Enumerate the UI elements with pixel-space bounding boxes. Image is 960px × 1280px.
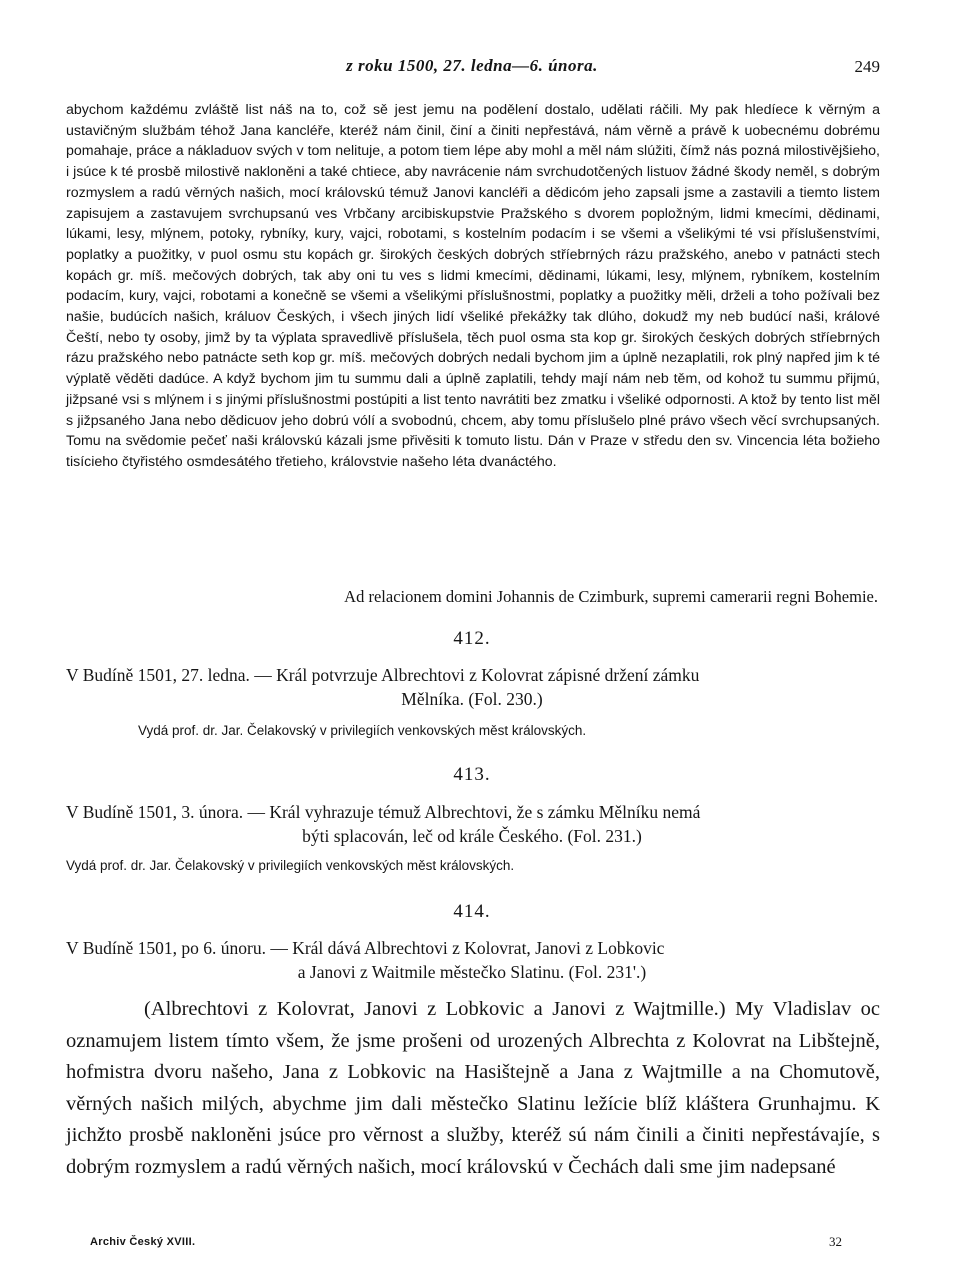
document-number-414: 414. <box>453 901 491 922</box>
footer-sheet-number: 32 <box>829 1234 842 1249</box>
edition-note-412: Vydá prof. dr. Jar. Čelakovský v privilegiích venkovských měst královských. <box>138 723 587 738</box>
regest-414-line2: a Janovi z Waitmile městečko Slatinu. (Fol. 231'.) <box>297 962 647 982</box>
continuation-block <box>66 100 880 473</box>
regest-413 <box>66 800 878 848</box>
page-header <box>66 56 878 82</box>
regest-412 <box>66 663 878 711</box>
regest-413-line2: býti splacován, leč od krále Českého. (Fol. 231.) <box>302 826 642 846</box>
regest-412-line2: Mělníka. (Fol. 230.) <box>401 689 543 709</box>
regest-414-line1: V Budíně 1501, po 6. únoru. — Král dává Albrechtovi z Kolovrat, Janovi z Lobkovic <box>66 938 665 958</box>
regest-412-line1: V Budíně 1501, 27. ledna. — Král potvrzuje Albrechtovi z Kolovrat zápisné držení zámku <box>66 665 700 685</box>
regest-413-line1: V Budíně 1501, 3. února. — Král vyhrazuje témuž Albrechtovi, že s zámku Mělníku nemá <box>66 802 701 822</box>
regest-414 <box>66 936 878 984</box>
document-number-412: 412. <box>453 628 491 649</box>
running-title: z roku 1500, 27. ledna—6. února. <box>346 56 598 75</box>
continuation-paragraph: abychom každému zvláště list náš na to, což sě jest jemu na podělení dostalo, udělati ráčili. My pak hledíece k věrným a ustavičným službám téhož Jana kancléře, kteréž nám činil, činí a činiti nepřestává, nám věrně a právě k uobecnému dobrému pomahaje, práce a nákladuov svých v tom nelituje, a potom tiem lépe aby mohl a měl nám slúžiti, čímž nás pozná milostivějšieho, i jsúce k té prosbě milostivě nakloněni a také chtiece, aby navrácenie nám svrchudotčených listuov žádné škody neměl, s dobrým rozmyslem a radú věrných našich, mocí královskú témuž Janovi kancléři a dědicóm jeho zapsali jsme a zastavili a tiemto listem zapisujem a zastavujem svrchupsanú ves Vrbčany arcibiskupstvie Pražského s dvorem popložným, lidmi kmecími, dědinami, lúkami, lesy, mlýnem, potoky, rybníky, kury, vajci, robotami, s kostelním podacím i se všemi a všelikými té vsi příslušenstvími, poplatky a puožitky, v puol osmu stu kopách gr. širokých českých dobrých stříebrných rázu pražského, anebo v patnácti stech kopách gr. míš. mečových dobrých, tak aby oni tu ves s lidmi kmecími, dědinami, lúkami, lesy, mlýnem, rybníkem, kostelním podacím, kury, vajci, robotami a konečně se všemi a všelikými příslušnostmi, poplatky a puožitky měli, drželi a toho požívali bez našie, budúcích našich, králuov Českých, i všech jiných lidí všeliké překážky tak dlúho, dokudž my neb budúcí naši, králové Čeští, nebo ty osoby, jimž by ta výplata spravedlivě příslušela, těch puol osma sta kop gr. širokých českých dobrých stříebrných rázu pražského nebo patnácte seth kop gr. míš. mečových dobrých nedali bychom jim a úplně nezaplatili, rok plný napřed jim k té výplatě věděti dadúce. A když bychom jim tu summu dali a úplně zaplatili, tehdy mají nám neb těm, od kohož tu summu přijmú, jižpsané vsi s mlýnem i s jinými příslušnostmi postúpiti a list tento navrátiti bez zmatku i všeliké odpornosti. A ktož by tento list měl s jižpsaného Jana nebo dědicuov jeho dobrú vólí a svobodnú, chcem, aby tomu příslušelo plné právo všech věcí svrchupsaných. Tomu na svědomie pečeť naši královskú kázali jsme přivěsiti k tomuto listu. Dán v Praze v středu den sv. Vincencia léta božieho tisícieho čtyřistého osmdesátého třetieho, královstvie našeho léta dvanáctého. <box>66 102 880 470</box>
attribution-line: Ad relacionem domini Johannis de Czimburk, supremi camerarii regni Bohemie. <box>344 587 878 606</box>
charter-text-414: (Albrechtovi z Kolovrat, Janovi z Lobkovic a Janovi z Wajtmille.) My Vladislav oc oznamujem listem tímto všem, že jsme prošeni od urozených Albrechta z Kolovrat na Libštejně, hofmistra dvoru našeho, Jana z Lobkovic na Hasištejně a Jana z Wajtmille a na Chomutově, věrných našich milých, abychme jim dali městečko Slatinu ležície blíž kláštera Grunhajmu. K jichžto prosbě nakloněni jsúce pro věrnost a služby, kteréž sú nám činili a činiti nepřestávajíe, s dobrým rozmyslem a radú věrných našich, mocí královskú v Čechách dali sme jim nadepsané <box>66 998 880 1178</box>
footer-signature: Archiv Český XVIII. <box>90 1236 196 1248</box>
edition-note-413: Vydá prof. dr. Jar. Čelakovský v privilegiích venkovských měst královských. <box>66 858 515 873</box>
page-number: 249 <box>854 57 880 76</box>
document-number-413: 413. <box>453 764 491 785</box>
